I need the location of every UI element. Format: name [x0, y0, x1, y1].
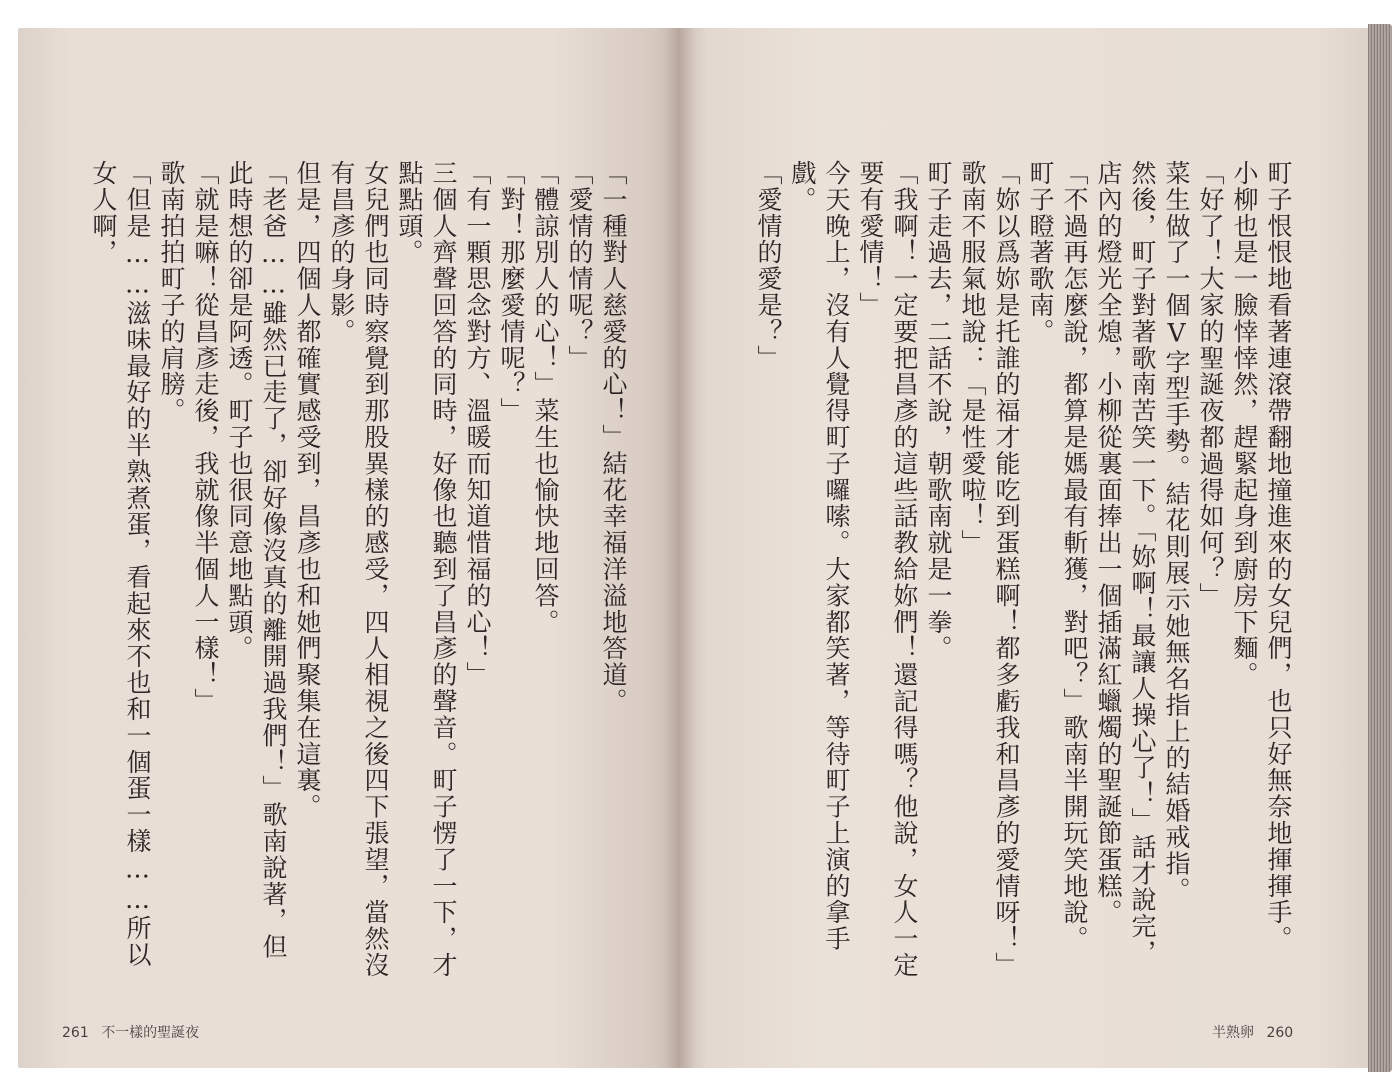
paragraph: 然後，町子對著歌南苦笑一下。「妳啊！最讓人操心了！」話才說完，店內的燈光全熄，小柳從裏面捧出一個插滿紅蠟燭的聖誕節蛋糕。 [1094, 160, 1157, 966]
paragraph: 三個人齊聲回答的同時，好像也聽到了昌彥的聲音。町子愣了一下，才點點頭。 [395, 160, 458, 979]
paragraph: 「妳以爲妳是托誰的福才能吃到蛋糕啊！都多虧我和昌彥的愛情呀！」 [992, 160, 1021, 979]
paragraph: 「但是……滋味最好的半熟煮蛋，看起來不也和一個蛋一樣……所以女人啊， [89, 160, 152, 968]
paragraph: 但是，四個人都確實感受到，昌彥也和她們聚集在這裏。 [293, 160, 322, 820]
paragraph: 町子恨恨地看著連滾帶翻地撞進來的女兒們，也只好無奈地揮揮手。 [1264, 160, 1293, 952]
right-page-body [754, 160, 1295, 980]
paragraph: 「不過再怎麼說，都算是媽最有斬獲，對吧？」歌南半開玩笑地說。 [1060, 160, 1089, 952]
page-edges [1368, 24, 1392, 1072]
running-title: 半熟卵 [1212, 1025, 1254, 1041]
paragraph: 「體諒別人的心！」菜生也愉快地回答。 [531, 160, 560, 636]
paragraph: 「就是嘛！從昌彥走後，我就像半個人一樣！」 [191, 160, 220, 715]
right-page-footer [1212, 1022, 1293, 1042]
paragraph: 「對！那麼愛情呢？」 [497, 160, 526, 424]
paragraph: 「好了！大家的聖誕夜都過得如何？」 [1196, 160, 1225, 609]
paragraph: 町子瞪著歌南。 [1026, 160, 1055, 345]
paragraph: 小柳也是一臉悻悻然，趕緊起身到廚房下麵。 [1230, 160, 1259, 688]
paragraph: 今天晚上，沒有人覺得町子囉嗦。大家都笑著，等待町子上演的拿手戲。 [788, 160, 851, 952]
running-title: 不一樣的聖誕夜 [101, 1025, 200, 1041]
page-number: 260 [1266, 1025, 1294, 1041]
paragraph: 「我啊！一定要把昌彥的這些話教給妳們！還記得嗎？他說，女人一定要有愛情！」 [856, 160, 919, 979]
book-gutter [664, 28, 696, 1068]
paragraph: 「老爸……雖然已走了，卻好像沒真的離開過我們！」歌南說著，但此時想的卻是阿透。町子也很同意地點頭。 [225, 160, 288, 960]
paragraph: 女兒們也同時察覺到那股異樣的感受，四人相視之後四下張望，當然沒有昌彥的身影。 [327, 160, 390, 979]
page-number: 261 [62, 1025, 89, 1041]
paragraph: 「有一顆思念對方、溫暖而知道惜福的心！」 [463, 160, 492, 688]
paragraph: 「愛情的情呢？」 [565, 160, 594, 372]
paragraph: 「一種對人慈愛的心！」結花幸福洋溢地答道。 [599, 160, 628, 715]
paragraph: 菜生做了一個V字型手勢。結花則展示她無名指上的結婚戒指。 [1162, 160, 1191, 904]
left-page-body [60, 160, 630, 980]
left-page-footer [62, 1022, 199, 1042]
paragraph: 歌南不服氣地說：「是性愛啦！」 [958, 160, 987, 556]
paragraph: 歌南拍拍町子的肩膀。 [157, 160, 186, 424]
paragraph: 町子走過去，二話不說，朝歌南就是一拳。 [924, 160, 953, 662]
paragraph: 「愛情的愛是？」 [754, 160, 783, 372]
